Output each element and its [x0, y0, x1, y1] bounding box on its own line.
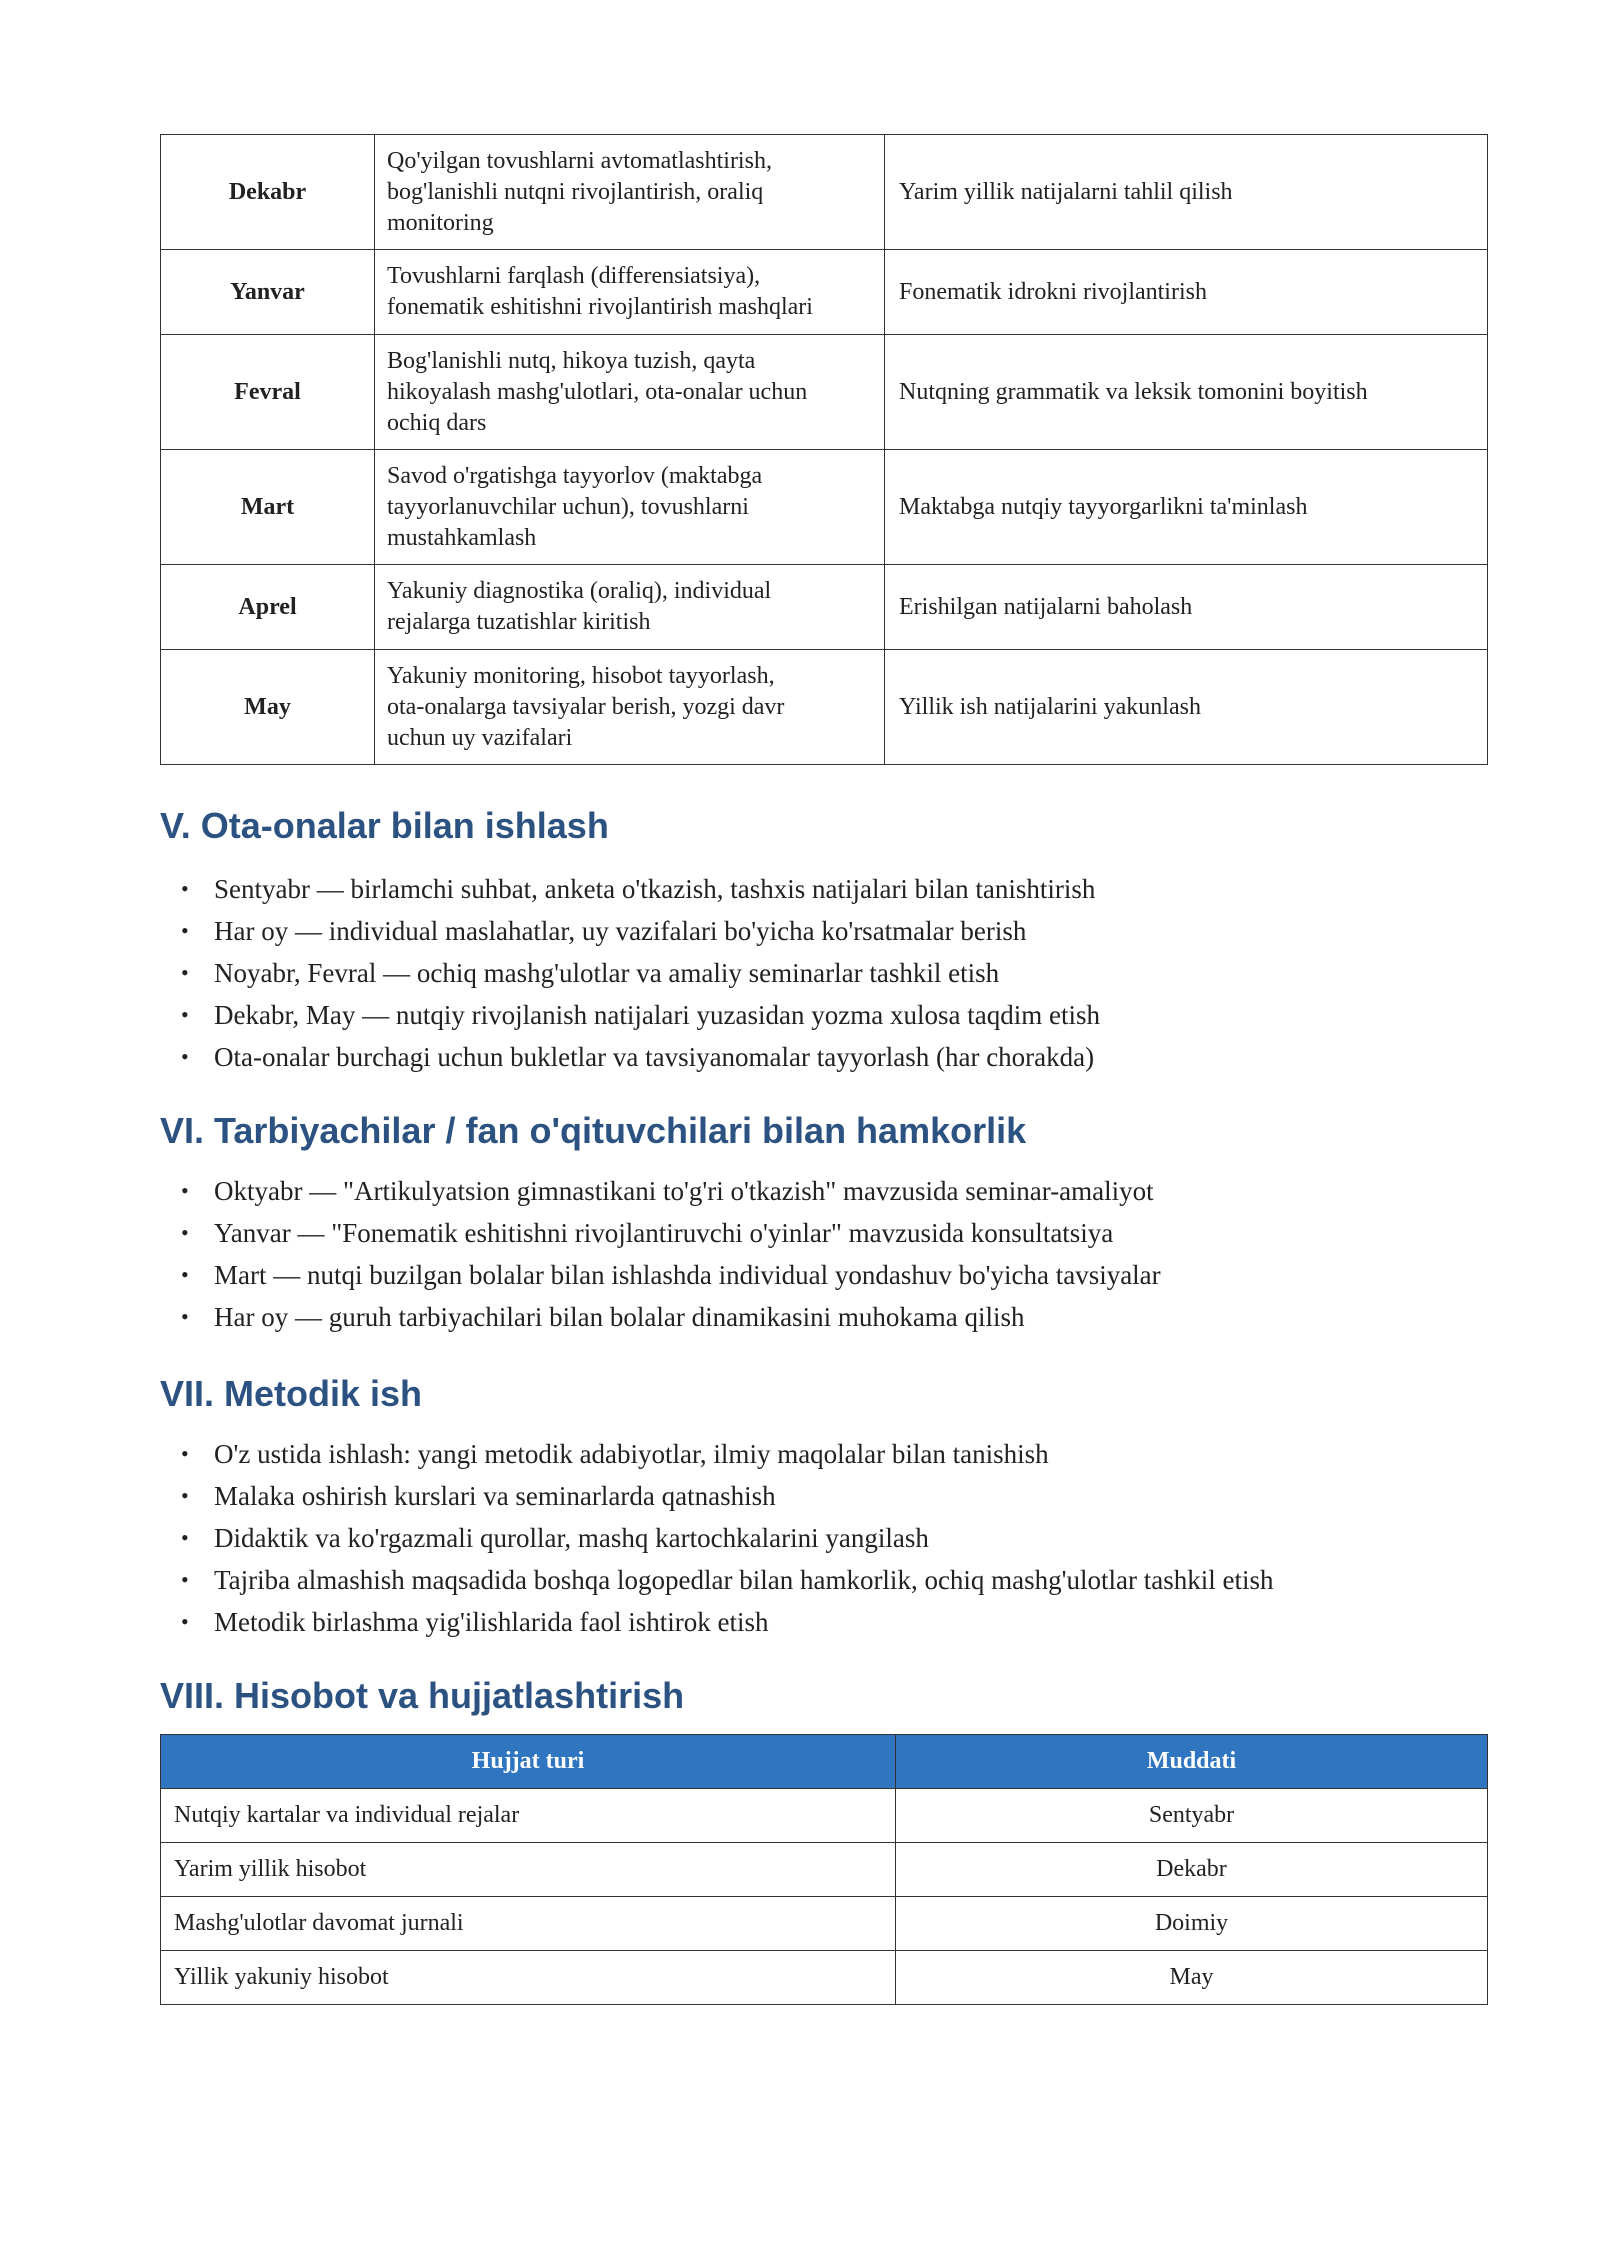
table-row	[161, 565, 1488, 650]
bullet-icon: •	[181, 1178, 189, 1203]
month-cell: Fevral	[161, 335, 375, 450]
table-row	[161, 1789, 1488, 1843]
bullet-icon: •	[181, 1220, 189, 1245]
tasks-cell: Tovushlarni farqlash (differensiatsiya), fonematik eshitishni rivojlantirish mashqlari	[375, 250, 885, 335]
bullet-icon: •	[181, 1002, 189, 1027]
goal-cell: Erishilgan natijalarni baholash	[885, 565, 1488, 650]
goal-cell: Maktabga nutqiy tayyorgarlikni ta'minlash	[885, 450, 1488, 565]
list-item: • Sentyabr — birlamchi suhbat, anketa o'tkazish, tashxis natijalari bilan tanishtirish	[160, 868, 1488, 910]
table-row	[161, 1843, 1488, 1897]
bullet-icon: •	[181, 1441, 189, 1466]
bullet-icon: •	[181, 1525, 189, 1550]
deadline-cell: Sentyabr	[896, 1789, 1488, 1843]
column-header-deadline: Muddati	[896, 1735, 1488, 1789]
table-header-row	[161, 1735, 1488, 1789]
table-row	[161, 335, 1488, 450]
table-row	[161, 650, 1488, 765]
tasks-cell: Savod o'rgatishga tayyorlov (maktabga tayyorlanuvchilar uchun), tovushlarni mustahkamlash	[375, 450, 885, 565]
list-item: • Oktyabr — "Artikulyatsion gimnastikani to'g'ri o'tkazish" mavzusida seminar-amaliyot	[160, 1170, 1488, 1212]
tasks-cell: Bog'lanishli nutq, hikoya tuzish, qayta hikoyalash mashg'ulotlari, ota-onalar uchun ochiq dars	[375, 335, 885, 450]
bullet-icon: •	[181, 1483, 189, 1508]
list-item: • Malaka oshirish kurslari va seminarlarda qatnashish	[160, 1475, 1488, 1517]
list-item: • Tajriba almashish maqsadida boshqa logopedlar bilan hamkorlik, ochiq mashg'ulotlar tashkil etish	[160, 1559, 1488, 1601]
list-item: • Didaktik va ko'rgazmali qurollar, mashq kartochkalarini yangilash	[160, 1517, 1488, 1559]
list-item: • Mart — nutqi buzilgan bolalar bilan ishlashda individual yondashuv bo'yicha tavsiyalar	[160, 1254, 1488, 1296]
section-heading-methodical: VII. Metodik ish	[160, 1373, 423, 1414]
column-header-doc-type: Hujjat turi	[161, 1735, 896, 1789]
goal-cell: Yillik ish natijalarini yakunlash	[885, 650, 1488, 765]
tasks-cell: Qo'yilgan tovushlarni avtomatlashtirish, bog'lanishli nutqni rivojlantirish, oraliq monitoring	[375, 135, 885, 250]
deadline-cell: Dekabr	[896, 1843, 1488, 1897]
goal-cell: Fonematik idrokni rivojlantirish	[885, 250, 1488, 335]
deadline-cell: Doimiy	[896, 1897, 1488, 1951]
list-item: • Dekabr, May — nutqiy rivojlanish natijalari yuzasidan yozma xulosa taqdim etish	[160, 994, 1488, 1036]
table-row	[161, 450, 1488, 565]
doc-type-cell: Nutqiy kartalar va individual rejalar	[161, 1789, 896, 1843]
section-heading-reporting: VIII. Hisobot va hujjatlashtirish	[160, 1675, 685, 1716]
bullet-icon: •	[181, 960, 189, 985]
list-item: • Noyabr, Fevral — ochiq mashg'ulotlar va amaliy seminarlar tashkil etish	[160, 952, 1488, 994]
deadline-cell: May	[896, 1951, 1488, 2005]
section-heading-teachers: VI. Tarbiyachilar / fan o'qituvchilari bilan hamkorlik	[160, 1110, 1027, 1151]
reporting-table	[160, 1734, 1488, 2005]
doc-type-cell: Mashg'ulotlar davomat jurnali	[161, 1897, 896, 1951]
list-item: • O'z ustida ishlash: yangi metodik adabiyotlar, ilmiy maqolalar bilan tanishish	[160, 1433, 1488, 1475]
methodical-list	[160, 1433, 1488, 1643]
parents-list	[160, 868, 1488, 1078]
table-row	[161, 135, 1488, 250]
doc-type-cell: Yillik yakuniy hisobot	[161, 1951, 896, 2005]
bullet-icon: •	[181, 1044, 189, 1069]
list-item: • Har oy — individual maslahatlar, uy vazifalari bo'yicha ko'rsatmalar berish	[160, 910, 1488, 952]
document-page	[160, 134, 1488, 2005]
goal-cell: Yarim yillik natijalarni tahlil qilish	[885, 135, 1488, 250]
work-plan-table	[160, 134, 1488, 765]
month-cell: Dekabr	[161, 135, 375, 250]
table-row	[161, 1951, 1488, 2005]
list-item: • Yanvar — "Fonematik eshitishni rivojlantiruvchi o'yinlar" mavzusida konsultatsiya	[160, 1212, 1488, 1254]
tasks-cell: Yakuniy monitoring, hisobot tayyorlash, ota-onalarga tavsiyalar berish, yozgi davr uchun uy vazifalari	[375, 650, 885, 765]
table-row	[161, 1897, 1488, 1951]
bullet-icon: •	[181, 1262, 189, 1287]
tasks-cell: Yakuniy diagnostika (oraliq), individual rejalarga tuzatishlar kiritish	[375, 565, 885, 650]
list-item: • Metodik birlashma yig'ilishlarida faol ishtirok etish	[160, 1601, 1488, 1643]
doc-type-cell: Yarim yillik hisobot	[161, 1843, 896, 1897]
list-item: • Ota-onalar burchagi uchun bukletlar va tavsiyanomalar tayyorlash (har chorakda)	[160, 1036, 1488, 1078]
bullet-icon: •	[181, 1304, 189, 1329]
month-cell: Aprel	[161, 565, 375, 650]
section-heading-parents: V. Ota-onalar bilan ishlash	[160, 805, 609, 846]
table-row	[161, 250, 1488, 335]
month-cell: May	[161, 650, 375, 765]
month-cell: Mart	[161, 450, 375, 565]
bullet-icon: •	[181, 876, 189, 901]
month-cell: Yanvar	[161, 250, 375, 335]
teachers-list	[160, 1170, 1488, 1338]
list-item: • Har oy — guruh tarbiyachilari bilan bolalar dinamikasini muhokama qilish	[160, 1296, 1488, 1338]
bullet-icon: •	[181, 918, 189, 943]
bullet-icon: •	[181, 1567, 189, 1592]
goal-cell: Nutqning grammatik va leksik tomonini boyitish	[885, 335, 1488, 450]
bullet-icon: •	[181, 1609, 189, 1634]
